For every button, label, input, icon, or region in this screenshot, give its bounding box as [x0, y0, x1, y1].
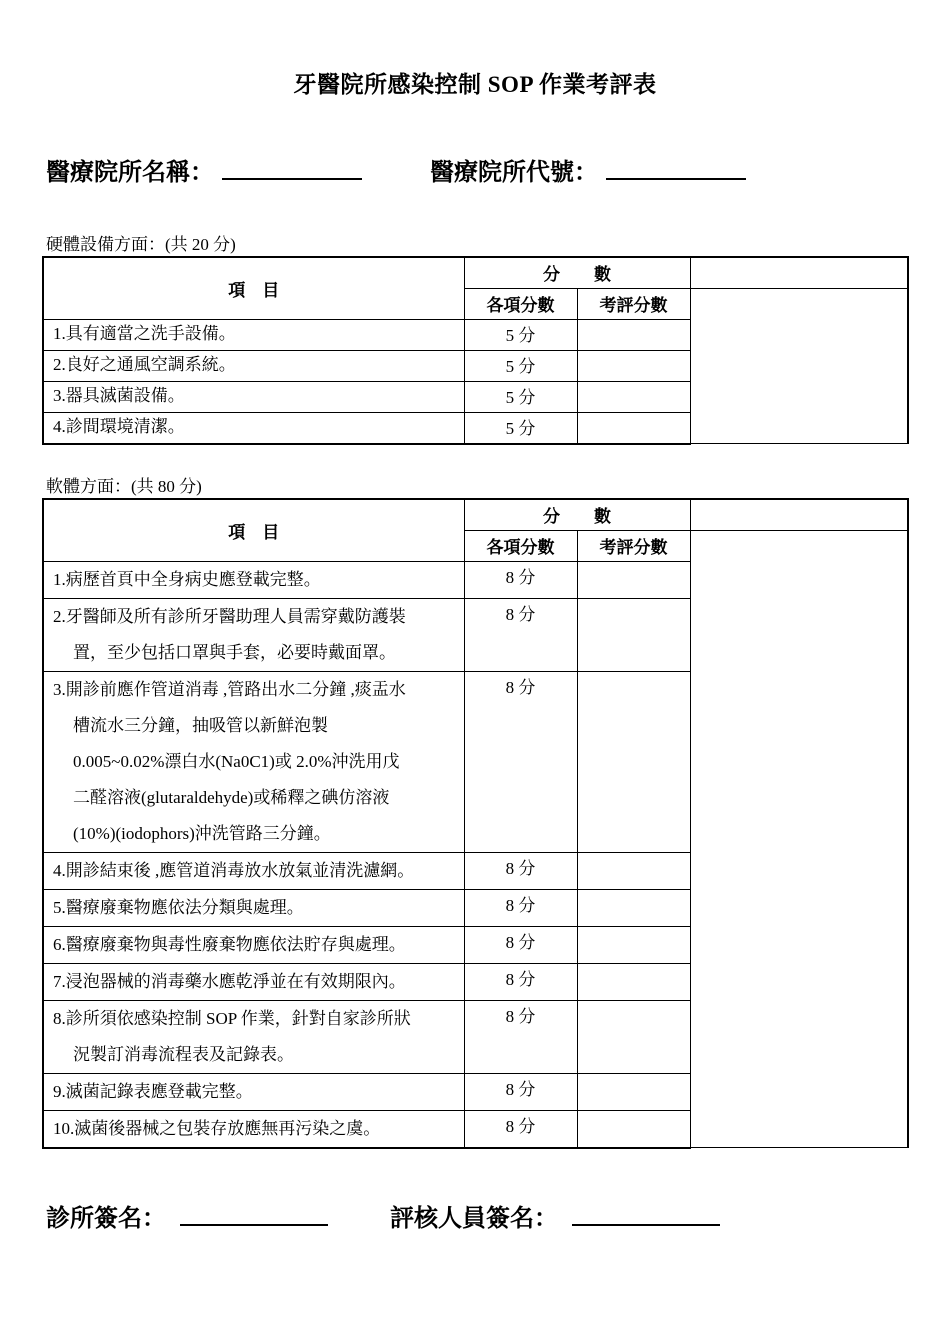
table-row: 3.開診前應作管道消毒 ,管路出水二分鐘 ,痰盂水 槽流水三分鐘，抽吸管以新鮮泡製 0.005~0.02%漂白水(Na0C1)或 2.0%沖洗用戊 二醛溶液(glutaraldehyde)或稀釋之碘仿溶液 (10%)(iodophors)沖洗管路三分鐘。: [43, 671, 464, 852]
software-item-header: 項 目: [43, 499, 464, 561]
table-row: 5.醫療廢棄物應依法分類與處理。: [43, 889, 464, 926]
hardware-remarks: [690, 288, 908, 444]
table-row: 1.具有適當之洗手設備。: [43, 319, 464, 350]
software-each-score-header: 各項分數: [464, 530, 577, 561]
hospital-name-blank[interactable]: [222, 158, 362, 180]
software-table: [42, 498, 909, 1149]
clinic-signature-blank[interactable]: [180, 1204, 328, 1226]
item-points: 8 分: [464, 1000, 577, 1073]
eval-score-cell[interactable]: [577, 1110, 690, 1148]
eval-score-cell[interactable]: [577, 561, 690, 598]
eval-score-cell[interactable]: [577, 963, 690, 1000]
table-row: 3.器具滅菌設備。: [43, 381, 464, 412]
hardware-item-header: 項 目: [43, 257, 464, 319]
clinic-signature-field: [46, 1198, 328, 1233]
item-points: 8 分: [464, 598, 577, 671]
hardware-eval-score-header: 考評分數: [577, 288, 690, 319]
software-remarks: [690, 530, 908, 1148]
reviewer-signature-label: 評核人員簽名：: [390, 1206, 558, 1232]
table-row: 8.診所須依感染控制 SOP 作業，針對自家診所狀 況製訂消毒流程表及記錄表。: [43, 1000, 464, 1073]
hospital-code-field: [430, 152, 746, 187]
table-row: 4.開診結束後 ,應管道消毒放水放氣並清洗濾網。: [43, 852, 464, 889]
table-row: 10.滅菌後器械之包裝存放應無再污染之虞。: [43, 1110, 464, 1148]
clinic-signature-label: 診所簽名：: [46, 1206, 166, 1232]
eval-score-cell[interactable]: [577, 412, 690, 444]
hardware-table: [42, 256, 909, 445]
eval-score-cell[interactable]: [577, 381, 690, 412]
item-points: 8 分: [464, 889, 577, 926]
item-points: 8 分: [464, 963, 577, 1000]
eval-score-cell[interactable]: [577, 1073, 690, 1110]
hardware-section-label: 硬體設備方面：(共 20 分): [46, 235, 236, 254]
eval-score-cell[interactable]: [577, 1000, 690, 1073]
item-points: 5 分: [464, 350, 577, 381]
eval-score-cell[interactable]: [577, 319, 690, 350]
item-points: 8 分: [464, 1110, 577, 1148]
eval-score-cell[interactable]: [577, 852, 690, 889]
hardware-score-header: 分 數: [464, 257, 690, 288]
table-row: 7.浸泡器械的消毒藥水應乾淨並在有效期限內。: [43, 963, 464, 1000]
hardware-each-score-header: 各項分數: [464, 288, 577, 319]
software-eval-score-header: 考評分數: [577, 530, 690, 561]
hospital-name-label: 醫療院所名稱：: [46, 160, 214, 186]
page-title: 牙醫院所感染控制 SOP 作業考評表: [293, 72, 657, 97]
software-score-header: 分 數: [464, 499, 690, 530]
table-row: 2.良好之通風空調系統。: [43, 350, 464, 381]
reviewer-signature-blank[interactable]: [572, 1204, 720, 1226]
eval-score-cell[interactable]: [577, 671, 690, 852]
hospital-code-label: 醫療院所代號：: [430, 160, 598, 186]
hospital-name-field: [46, 152, 362, 187]
item-points: 5 分: [464, 412, 577, 444]
table-row: 1.病歷首頁中全身病史應登載完整。: [43, 561, 464, 598]
table-row: 6.醫療廢棄物與毒性廢棄物應依法貯存與處理。: [43, 926, 464, 963]
item-points: 8 分: [464, 671, 577, 852]
item-points: 8 分: [464, 926, 577, 963]
item-points: 8 分: [464, 561, 577, 598]
reviewer-signature-field: [390, 1198, 720, 1233]
hospital-code-blank[interactable]: [606, 158, 746, 180]
item-points: 5 分: [464, 319, 577, 350]
eval-score-cell[interactable]: [577, 350, 690, 381]
eval-score-cell[interactable]: [577, 889, 690, 926]
eval-score-cell[interactable]: [577, 926, 690, 963]
table-row: 4.診間環境清潔。: [43, 412, 464, 444]
item-points: 8 分: [464, 852, 577, 889]
item-points: 5 分: [464, 381, 577, 412]
table-row: 2.牙醫師及所有診所牙醫助理人員需穿戴防護裝 置，至少包括口罩與手套，必要時戴面罩。: [43, 598, 464, 671]
eval-score-cell[interactable]: [577, 598, 690, 671]
item-points: 8 分: [464, 1073, 577, 1110]
software-section-label: 軟體方面：(共 80 分): [46, 477, 202, 496]
table-row: 9.滅菌記錄表應登載完整。: [43, 1073, 464, 1110]
